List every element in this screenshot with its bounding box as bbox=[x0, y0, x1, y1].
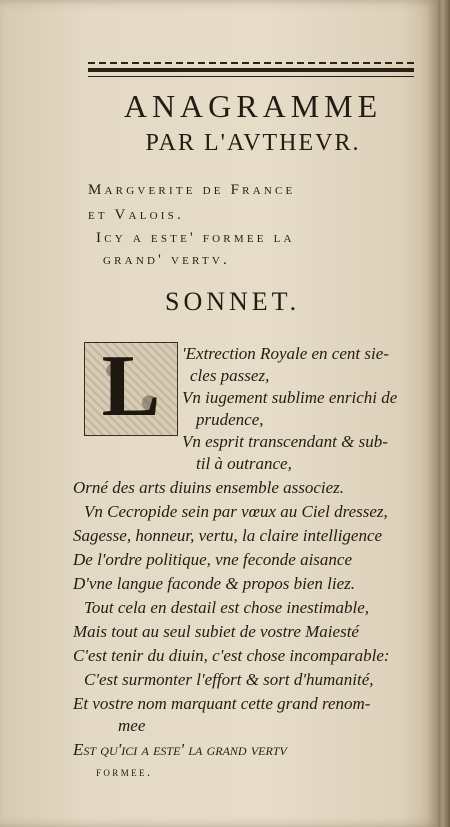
page-subtitle: PAR L'AVTHEVR. bbox=[145, 130, 361, 156]
page-edge bbox=[438, 0, 450, 827]
verse-line: til à outrance, bbox=[196, 454, 292, 473]
verse-line: Mais tout au seul subiet de vostre Maiesté bbox=[73, 622, 359, 641]
anagram-line-2: et Valois. bbox=[88, 207, 184, 223]
decorated-initial bbox=[84, 338, 178, 436]
ornamental-dashes bbox=[88, 62, 414, 64]
anagram-line-1: Margverite de France bbox=[88, 182, 296, 198]
verse-line: Et vostre nom marquant cette grand renom- bbox=[73, 694, 371, 713]
initial-letter: L bbox=[101, 338, 161, 435]
verse-line: prudence, bbox=[196, 410, 264, 429]
verse-line: De l'ordre politique, vne feconde aisance bbox=[73, 550, 353, 569]
verse-line: 'Extrection Royale en cent sie- bbox=[182, 344, 389, 363]
verse-line: mee bbox=[118, 716, 146, 735]
anagram-line-3: Icy a este' formee la bbox=[96, 230, 295, 246]
page-title: ANAGRAMME bbox=[123, 88, 383, 124]
anagram-line-4: grand' vertv. bbox=[103, 252, 230, 268]
verse-line: Est qu'ici a este' la grand vertv bbox=[73, 740, 287, 759]
verse-line: Vn Cecropide sein par vœux au Ciel dressez, bbox=[84, 502, 388, 521]
verse-line: Tout cela en destail est chose inestimable, bbox=[84, 598, 370, 617]
verse-line: Sagesse, honneur, vertu, la claire intelligence bbox=[73, 526, 383, 545]
verse-line: Vn iugement sublime enrichi de bbox=[182, 388, 398, 407]
verse-line: D'vne langue faconde & propos bien liez. bbox=[73, 574, 356, 593]
verse-line: Vn esprit transcendant & sub- bbox=[182, 432, 388, 451]
verse-line: Orné des arts diuins ensemble associez. bbox=[73, 478, 345, 497]
header-rule-thin bbox=[88, 76, 414, 77]
verse-line: C'est surmonter l'effort & sort d'humanité, bbox=[84, 670, 374, 689]
header-rule-thick bbox=[88, 68, 414, 72]
verse-line: cles passez, bbox=[190, 366, 270, 385]
sonnet-heading: SONNET. bbox=[165, 287, 301, 316]
verse-line: C'est tenir du diuin, c'est chose incomparable: bbox=[73, 646, 390, 665]
catchword: formee. bbox=[96, 764, 153, 779]
